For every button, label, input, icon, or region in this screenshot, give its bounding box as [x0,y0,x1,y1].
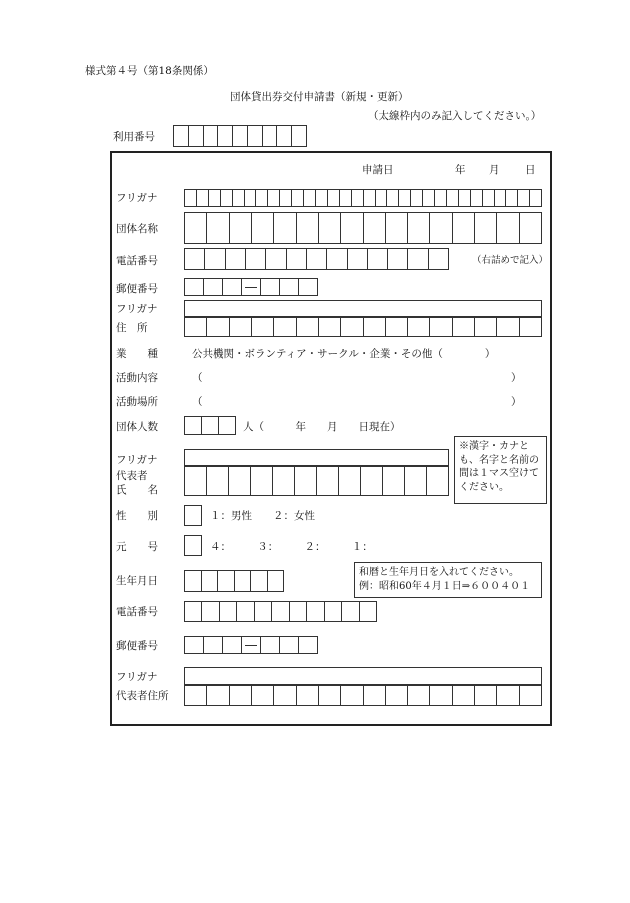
input-cell[interactable] [299,279,317,295]
input-cell[interactable] [185,686,207,705]
input-cell[interactable] [506,190,518,206]
input-cell[interactable] [263,126,278,146]
group-postal-input[interactable] [184,278,318,296]
form-number: 様式第４号（第18条関係） [85,65,214,77]
input-cell[interactable] [207,213,229,243]
input-cell[interactable] [453,318,475,336]
birth-input[interactable] [184,570,284,592]
input-cell[interactable] [272,602,289,621]
activity-open-paren: （ [192,372,203,384]
address-furigana-input[interactable] [184,300,542,317]
input-cell[interactable] [185,536,201,555]
input-cell[interactable] [520,318,541,336]
input-cell[interactable] [386,318,408,336]
group-phone-label: 電話番号 [116,255,158,267]
rep-name-label: 氏 名 [116,484,158,496]
input-cell[interactable] [295,467,317,495]
input-cell[interactable] [185,249,205,269]
input-cell[interactable] [327,249,347,269]
input-cell[interactable] [316,190,328,206]
input-cell[interactable] [207,467,229,495]
input-cell[interactable] [386,213,408,243]
input-cell[interactable] [185,213,207,243]
rep-postal-input[interactable] [184,636,318,654]
input-cell[interactable] [205,249,225,269]
input-cell[interactable] [219,417,235,434]
input-cell[interactable] [430,686,452,705]
input-cell[interactable] [364,686,386,705]
group-postal-label: 郵便番号 [116,283,158,295]
input-cell[interactable] [360,602,376,621]
input-cell[interactable] [475,213,497,243]
input-cell[interactable] [185,637,204,653]
input-cell[interactable] [221,190,233,206]
input-cell[interactable] [218,126,233,146]
address-input[interactable] [184,317,542,337]
input-cell[interactable] [185,318,207,336]
input-cell[interactable] [453,686,475,705]
input-cell[interactable] [497,213,519,243]
rep-address-furigana-label: フリガナ [116,671,158,683]
input-cell[interactable] [342,602,359,621]
input-cell[interactable] [364,318,386,336]
sex-input[interactable] [184,505,202,526]
input-cell[interactable] [251,571,268,591]
industry-label: 業 種 [116,348,158,360]
group-name-input[interactable] [184,212,542,244]
input-cell[interactable] [325,602,342,621]
input-cell[interactable] [405,467,427,495]
input-cell[interactable] [204,637,223,653]
input-cell[interactable] [299,637,317,653]
members-label: 団体人数 [116,421,158,433]
input-cell[interactable] [274,686,296,705]
input-cell[interactable] [261,279,280,295]
input-cell[interactable] [319,318,341,336]
input-cell[interactable] [233,126,248,146]
input-cell[interactable] [518,190,530,206]
input-cell[interactable] [248,126,263,146]
input-cell[interactable] [495,190,507,206]
members-input[interactable] [184,416,236,435]
input-cell[interactable] [447,190,459,206]
input-cell[interactable] [230,318,252,336]
input-cell[interactable] [242,637,261,653]
input-cell[interactable] [520,213,541,243]
input-cell[interactable] [204,279,223,295]
input-cell[interactable] [328,190,340,206]
date-month-label: 月 [489,164,500,176]
sex-options: １：男性 ２：女性 [210,510,315,522]
input-cell[interactable] [427,467,448,495]
era-options: ４： ３： ２： １： [210,541,373,553]
input-cell[interactable] [319,213,341,243]
input-cell[interactable] [430,213,452,243]
activity-label: 活動内容 [116,372,158,384]
rep-furigana-label: フリガナ [116,454,158,466]
activity-close-paren: ） [511,372,522,384]
input-cell[interactable] [292,126,306,146]
sex-label: 性 別 [116,510,158,522]
place-label: 活動場所 [116,396,158,408]
input-cell[interactable] [252,318,274,336]
input-cell[interactable] [280,279,299,295]
input-cell[interactable] [386,686,408,705]
input-cell[interactable] [364,190,376,206]
input-cell[interactable] [297,318,319,336]
input-cell[interactable] [453,213,475,243]
birth-note-line-1: 和暦と生年月日を入れてください。 [359,567,519,578]
input-cell[interactable] [341,213,363,243]
input-cell[interactable] [429,249,448,269]
input-cell[interactable] [245,190,257,206]
input-cell[interactable] [207,686,229,705]
input-cell[interactable] [292,190,304,206]
name-note: ※漢字・カナとも、名字と名前の間は１マス空けてください。 [454,436,547,504]
rep-phone-label: 電話番号 [116,606,158,618]
members-suffix: 人（ 年 月 日現在） [243,421,401,433]
rep-label: 代表者 [116,470,148,482]
input-cell[interactable] [376,190,388,206]
input-cell[interactable] [274,318,296,336]
input-cell[interactable] [274,213,296,243]
input-cell[interactable] [174,126,189,146]
input-cell[interactable] [185,506,201,525]
input-cell[interactable] [497,318,519,336]
input-cell[interactable] [352,190,364,206]
input-cell[interactable] [255,602,272,621]
input-cell[interactable] [348,249,368,269]
input-cell[interactable] [268,571,284,591]
application-date-label: 申請日 [362,164,394,176]
input-cell[interactable] [266,249,286,269]
input-cell[interactable] [411,190,423,206]
input-cell[interactable] [290,602,307,621]
input-cell[interactable] [189,126,204,146]
input-cell[interactable] [368,249,388,269]
input-cell[interactable] [280,637,299,653]
input-cell[interactable] [242,279,261,295]
input-cell[interactable] [408,249,428,269]
birth-label: 生年月日 [116,575,158,587]
rep-address-input[interactable] [184,685,542,706]
input-cell[interactable] [233,190,245,206]
input-cell[interactable] [364,213,386,243]
user-number-label: 利用番号 [113,131,155,143]
input-cell[interactable] [399,190,411,206]
input-cell[interactable] [261,637,280,653]
date-year-label: 年 [455,164,466,176]
input-cell[interactable] [207,318,229,336]
form-title: 団体貸出券交付申請書（新規・更新） [230,91,409,103]
input-cell[interactable] [388,249,408,269]
input-cell[interactable] [223,637,242,653]
input-cell[interactable] [408,318,430,336]
user-number-input[interactable] [173,125,307,147]
input-cell[interactable] [361,467,383,495]
input-cell[interactable] [471,190,483,206]
input-cell[interactable] [280,190,292,206]
input-cell[interactable] [230,213,252,243]
address-furigana-label: フリガナ [116,303,158,315]
input-cell[interactable] [520,686,541,705]
input-cell[interactable] [277,126,292,146]
place-open-paren: （ [192,396,203,408]
rep-postal-label: 郵便番号 [116,640,158,652]
input-cell[interactable] [223,279,242,295]
birth-note-line-2: 例：昭和60年４月１日⇒６００４０１ [359,580,531,592]
input-cell[interactable] [185,467,207,495]
rep-name-input[interactable] [184,466,449,496]
input-cell[interactable] [387,190,399,206]
rep-furigana-input[interactable] [184,449,449,466]
input-cell[interactable] [423,190,435,206]
input-cell[interactable] [218,571,235,591]
input-cell[interactable] [185,417,202,434]
group-furigana-label: フリガナ [116,192,158,204]
group-name-label: 団体名称 [116,223,158,235]
rep-address-furigana-input[interactable] [184,667,542,685]
input-cell[interactable] [237,602,254,621]
input-cell[interactable] [304,190,316,206]
input-cell[interactable] [185,602,202,621]
input-cell[interactable] [256,190,268,206]
input-cell[interactable] [383,467,405,495]
input-cell[interactable] [307,249,327,269]
input-cell[interactable] [268,190,280,206]
input-cell[interactable] [307,602,324,621]
input-cell[interactable] [202,602,219,621]
input-cell[interactable] [408,213,430,243]
input-cell[interactable] [483,190,495,206]
input-cell[interactable] [408,686,430,705]
era-input[interactable] [184,535,202,556]
input-cell[interactable] [185,279,204,295]
input-cell[interactable] [246,249,266,269]
input-cell[interactable] [273,467,295,495]
input-cell[interactable] [340,190,352,206]
rep-address-label: 代表者住所 [116,690,169,702]
input-cell[interactable] [220,602,237,621]
input-cell[interactable] [204,126,219,146]
input-cell[interactable] [297,686,319,705]
input-cell[interactable] [229,467,251,495]
input-cell[interactable] [341,686,363,705]
birth-note [354,562,542,598]
input-cell[interactable] [197,190,209,206]
input-cell[interactable] [202,571,219,591]
input-cell[interactable] [530,190,541,206]
input-cell[interactable] [252,686,274,705]
group-furigana-input[interactable] [184,189,542,207]
phone-note: （右詰めで記入） [472,255,549,266]
input-cell[interactable] [230,686,252,705]
input-cell[interactable] [209,190,221,206]
input-cell[interactable] [475,686,497,705]
rep-phone-input[interactable] [184,601,377,622]
input-cell[interactable] [185,190,197,206]
era-label: 元 号 [116,541,158,553]
input-cell[interactable] [459,190,471,206]
input-cell[interactable] [202,417,219,434]
input-cell[interactable] [287,249,307,269]
address-label: 住 所 [116,322,148,334]
input-cell[interactable] [339,467,361,495]
input-cell[interactable] [317,467,339,495]
input-cell[interactable] [497,686,519,705]
form-instruction: （太線枠内のみ記入してください。） [368,110,542,122]
place-close-paren: ） [511,396,522,408]
input-cell[interactable] [251,467,273,495]
input-cell[interactable] [341,318,363,336]
input-cell[interactable] [319,686,341,705]
group-phone-input[interactable] [184,248,449,270]
input-cell[interactable] [297,213,319,243]
input-cell[interactable] [475,318,497,336]
input-cell[interactable] [430,318,452,336]
input-cell[interactable] [252,213,274,243]
date-day-label: 日 [525,164,536,176]
input-cell[interactable] [235,571,252,591]
input-cell[interactable] [435,190,447,206]
industry-options[interactable]: 公共機関・ボランティア・サークル・企業・その他（ ） [192,348,496,360]
input-cell[interactable] [226,249,246,269]
input-cell[interactable] [185,571,202,591]
